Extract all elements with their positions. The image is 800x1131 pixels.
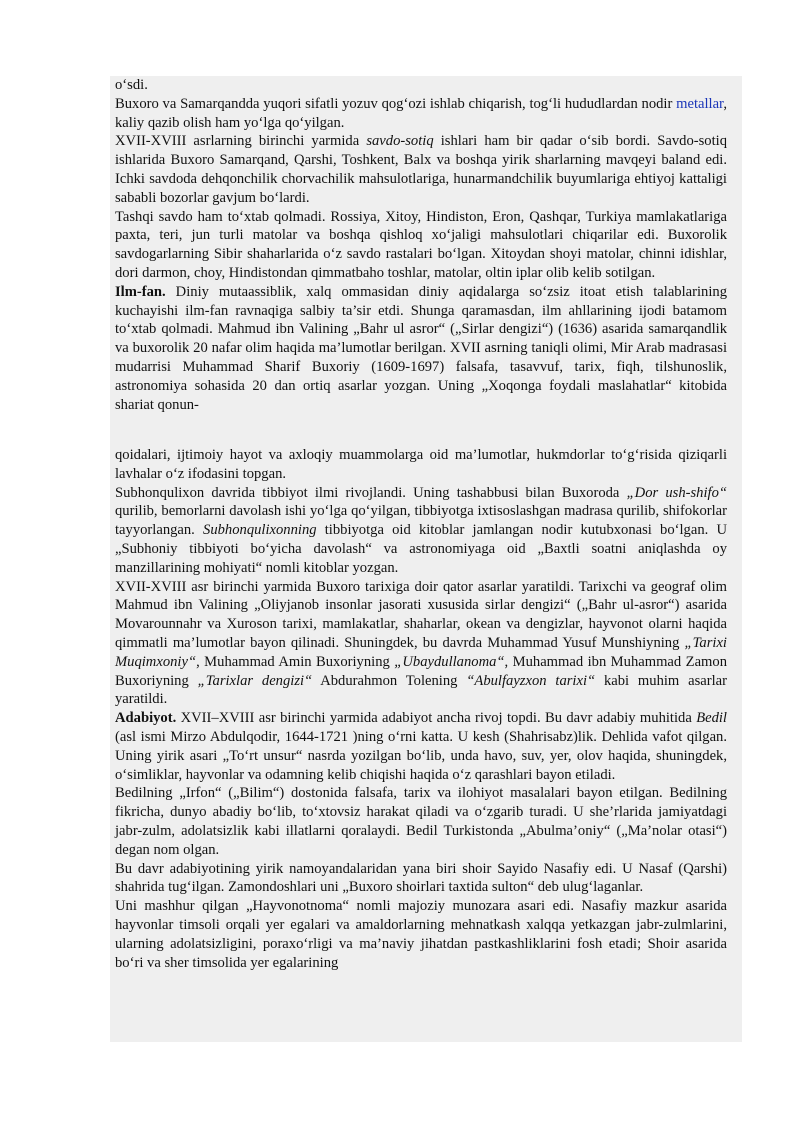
paragraph-9-text-b: (asl ismi Mirzo Abdulqodir, 1644-1721 )ning o‘rni katta. U kesh (Shahrisabz)lik. Dehlida vafot qilgan. Uning yirik asari „To‘rt unsur“ nasrda yozilgan bo‘lib, unda havo, suv, yer, olov haqida, shuningdek, o‘simliklar, hayvonlar va odamning kelib chiqishi haqida o‘z qarashlari bayon etiladi.	[115, 728, 727, 783]
paragraph-4-text: Tashqi savdo ham to‘xtab qolmadi. Rossiya, Xitoy, Hindiston, Eron, Qashqar, Turkiya mamlakatlariga paxta, teri, jun turli matolar va boshqa qishloq xo‘jaligi mahsulotlari chiqarilar edi. Buxorolik savdogarlarning Sibir shaharlarida o‘z savdo rastalari bo‘lgan. Xitoydan shoyi matolar, chinni idishlar, dori darmon, choy, Hindistondan qimmatbaho toshlar, matolar, oltin iplar olib kelib sotilgan.	[115, 208, 727, 281]
paragraph-12-text: Uni mashhur qilgan „Hayvonotnoma“ nomli majoziy munozara asari edi. Nasafiy mazkur asarida hayvonlar timsoli orqali yer egalari va amaldorlarning mehnatkash xalqqa yetkazgan jabr-zulmlarini, ularning adolatsizligini, poraxo‘rligi va ma’naviy jihatdan pastkashliklarini fosh etadi; Shoir asarida bo‘ri va sher timsolida yer egalarining	[115, 898, 727, 971]
paragraph-10-text: Bedilning „Irfon“ („Bilim“) dostonida falsafa, tarix va ilohiyot masalalari bayon etilgan. Bedilning fikricha, dunyo abadiy bo‘lib, to‘xtovsiz harakat qiladi va o‘zgarib turadi. U she’rlarida jamiyatdagi jabr-zulm, adolatsizlik kabi illatlarni qoralaydi. Bedil Turkistonda „Abulma’oniy“ („Ma’nolar otasi“) degan nom olgan.	[115, 785, 727, 858]
paragraph-7-emphasis-2: Subhonqulixonning	[203, 522, 317, 539]
paragraph-9-text-a: XVII–XVIII asr birinchi yarmida adabiyot ancha rivoj topdi. Bu davr adabiy muhitida	[176, 710, 697, 727]
paragraph-3-text-a: XVII-XVIII asrlarning birinchi yarmida	[115, 133, 367, 150]
paragraph-7-text-c: tibbiyotga oid kitoblar jamlangan nodir kutubxonasi bo‘lgan. U „Subhoniy tibbiyoti bo‘yicha davolash“ va astronomiyaga oid „Baxtli soatni aniqlashda oy manzillarining mohiyati“ nomli kitoblar yozgan.	[115, 522, 728, 576]
paragraph-2	[115, 95, 727, 133]
paragraph-8-emphasis-4: “Abulfayzxon tarixi“	[466, 672, 596, 689]
paragraph-6-text: qoidalari, ijtimoiy hayot va axloqiy muammolarga oid ma’lumotlar, hukmdorlar to‘g‘risida qiziqarli lavhalar o‘z ifodasini topgan.	[115, 447, 727, 482]
paragraph-8-emphasis-2: „Ubaydullanoma“	[394, 653, 505, 670]
paragraph-9	[115, 709, 727, 784]
paragraph-3-text-b: ishlari ham bir qadar o‘sib bordi. Savdo-sotiq ishlarida Buxoro Samarqand, Qarshi, Toshkent, Balx va boshqa yirik sharlarning mavqeyi baland edi. Ichki savdoda dehqonchilik chorvachilik mahsulotlariga, hunarmandchilik buyumlariga ehtiyoj kattaligi sababli bozorlar gavjum bo‘lardi.	[115, 133, 727, 206]
text-block-lower	[115, 446, 727, 972]
section-heading-adabiyot: Adabiyot.	[115, 710, 177, 727]
text-block-upper	[115, 76, 727, 414]
paragraph-11-text: Bu davr adabiyotining yirik namoyandalaridan yana biri shoir Sayido Nasafiy edi. U Nasaf (Qarshi) shahrida tug‘ilgan. Zamondoshlari uni „Buxoro shoirlari taxtida sulton“ deb ulug‘laganlar.	[115, 860, 727, 896]
paragraph-11	[115, 860, 727, 898]
paragraph-8-text-e: kabi muhim asarlar yaratildi.	[115, 672, 727, 708]
paragraph-6	[115, 446, 727, 484]
paragraph-10	[115, 784, 727, 859]
paragraph-12	[115, 897, 727, 972]
metallar-link[interactable]: metallar	[676, 95, 724, 112]
paragraph-8-text-d: Abdurahmon Tolening	[312, 672, 467, 689]
paragraph-7-emphasis-1: „Dor ush-shifo“	[626, 484, 727, 501]
paragraph-4	[115, 208, 727, 283]
paragraph-2-text-b: , kaliy qazib olish ham yo‘lga qo‘yilgan.	[115, 95, 727, 131]
paragraph-5	[115, 283, 727, 415]
paragraph-1	[115, 76, 727, 95]
paragraph-9-emphasis: Bedil	[696, 710, 727, 727]
paragraph-8-emphasis-1: „Tarixi Muqimxoniy“	[115, 634, 727, 670]
paragraph-3-emphasis: savdo-sotiq	[366, 133, 434, 150]
paragraph-1-text: o‘sdi.	[115, 77, 148, 93]
paragraph-8-text-c: , Muhammad ibn Muhammad Zamon Buxoriyning	[115, 653, 727, 689]
paragraph-7	[115, 484, 727, 578]
paragraph-5-text: Diniy mutaassiblik, xalq ommasidan diniy aqidalarga so‘zsiz itoat etish talablarining kuchayishi ilm-fan ravnaqiga salbiy ta’sir etdi. Shunga qaramasdan, ilm ahllarining ijodi batamom to‘xtab qolmadi. Mahmud ibn Valining „Bahr ul asror“ („Sirlar dengizi“) (1636) asarida samarqandlik va buxorolik 20 nafar olim haqida ma’lumotlar berilgan. XVII asrning taniqli olimi, Mir Arab madrasasi mudarrisi Muhammad Sharif Buxoriy (1609-1697) falsafa, tasavvuf, tarix, fiqh, tilshunoslik, astronomiya sohasida 20 dan ortiq asarlar yozgan. Uning „Xoqonga foydali maslahatlar“ kitobida shariat qonun-	[115, 283, 727, 413]
paragraph-7-text-a: Subhonqulixon davrida tibbiyot ilmi rivojlandi. Uning tashabbusi bilan Buxoroda	[115, 484, 627, 501]
section-heading-ilm-fan: Ilm-fan.	[115, 283, 166, 300]
paragraph-8-emphasis-3: „Tarixlar dengizi“	[197, 672, 313, 689]
paragraph-2-text-a: Buxoro va Samarqandda yuqori sifatli yozuv qog‘ozi ishlab chiqarish, tog‘li hududlardan nodir	[115, 95, 677, 112]
paragraph-7-text-b: qurilib, bemorlarni davolash ishi yo‘lga qo‘yilgan, tibbiyotga ixtisoslashgan madrasa qurilib, shifokorlar tayyorlangan.	[115, 503, 727, 539]
paragraph-3	[115, 132, 727, 207]
paragraph-8-text-b: , Muhammad Amin Buxoriyning	[196, 653, 395, 670]
paragraph-8-text-a: XVII-XVIII asr birinchi yarmida Buxoro tarixiga doir qator asarlar yaratildi. Tarixchi va geograf olim Mahmud ibn Valining „Oliyjanob insonlar jasorati xususida sirlar dengizi“ („Bahr ul-asror“) asarida Movarounnahr va Xuroson tarixi, mamlakatlar, shaharlar, okean va dengizlar, hayvonot olarni haqida qimmatli ma’lumotlar bayon qilinadi. Shuningdek, bu davrda Muhammad Yusuf Munshiyning	[115, 578, 727, 651]
paragraph-8	[115, 578, 727, 710]
